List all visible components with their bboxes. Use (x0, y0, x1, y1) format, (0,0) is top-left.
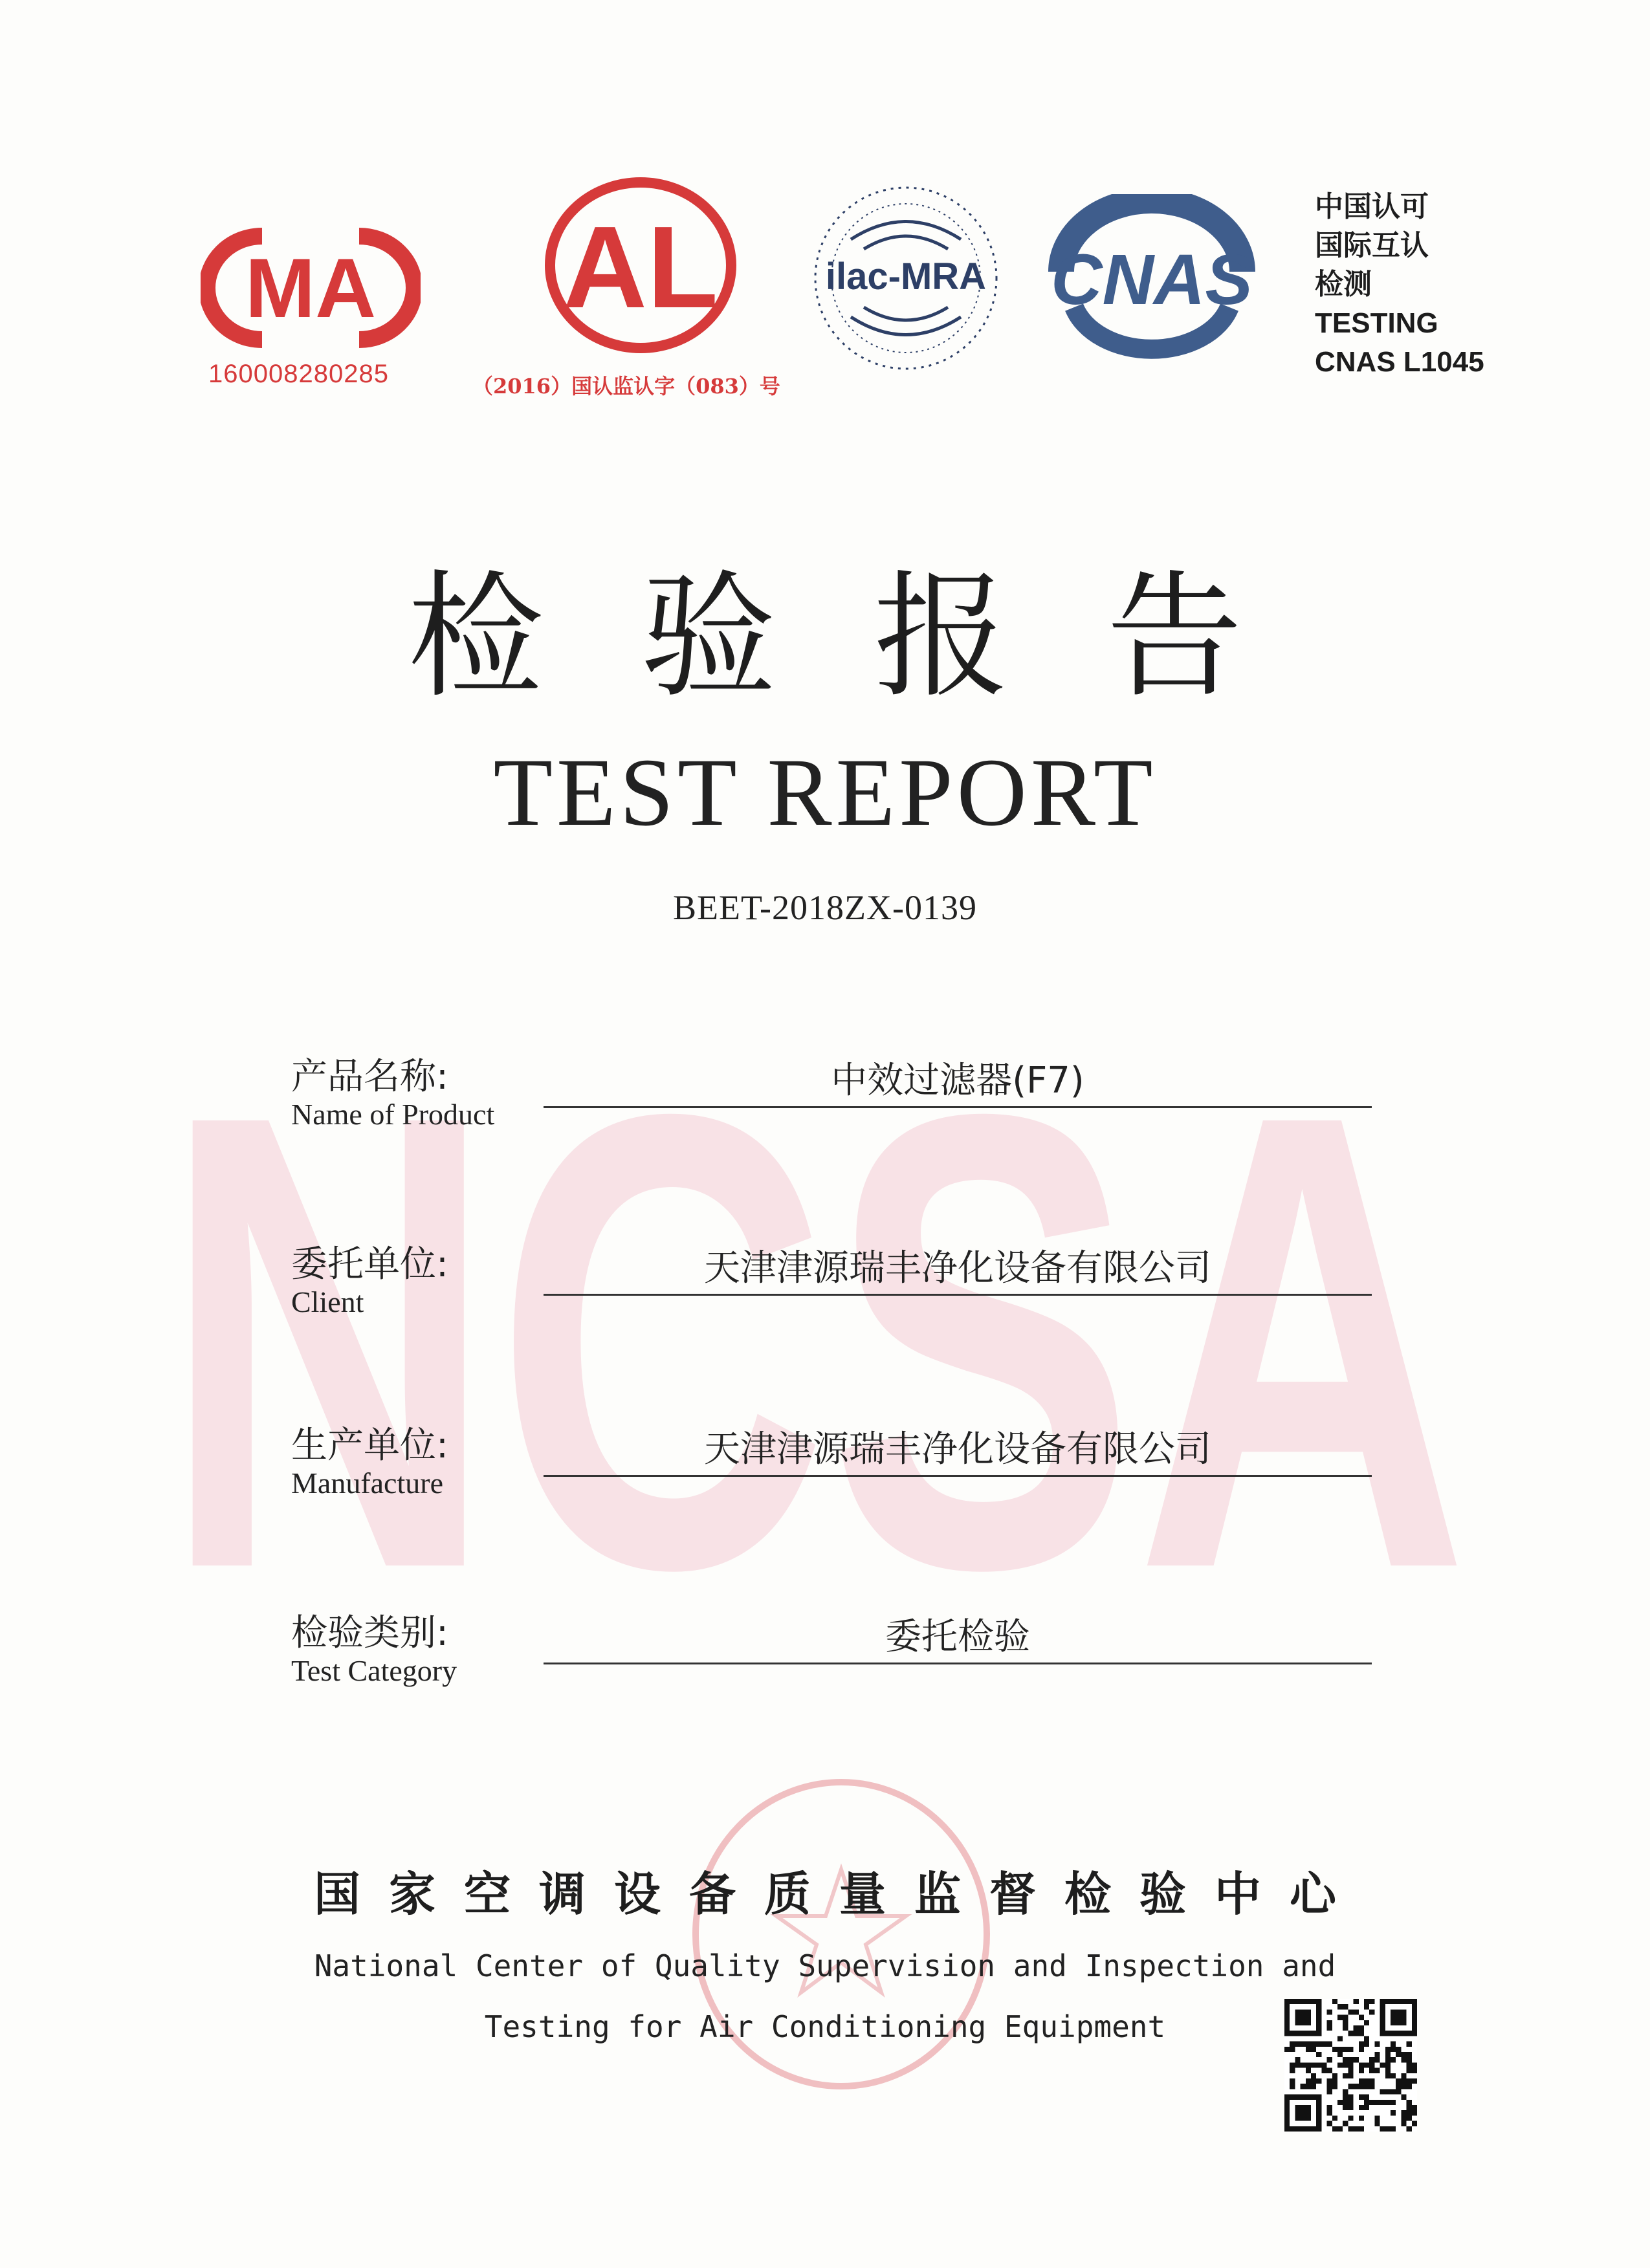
cma-certificate-number: 160008280285 (208, 360, 389, 388)
field-underline (544, 1106, 1372, 1108)
field-value: 中效过滤器(F7) (831, 1060, 1084, 1102)
field-label-en: Manufacture (291, 1467, 443, 1499)
cma-label: MA (245, 241, 377, 335)
cal-logo-icon (540, 175, 741, 356)
cnas-line: 国际互认 (1315, 230, 1429, 261)
cnas-line: 中国认可 (1315, 191, 1429, 223)
field-product (291, 1048, 1372, 1177)
organization-name-cn: 国家空调设备质量监督检验中心 (313, 1867, 1365, 1921)
field-underline (544, 1294, 1372, 1296)
qr-code-icon (1284, 1999, 1417, 2132)
field-label-cn: 委托单位: (291, 1243, 448, 1285)
field-label-cn: 生产单位: (291, 1424, 448, 1467)
official-seal (686, 1772, 996, 2096)
field-label-en: Client (291, 1285, 364, 1318)
field-value: 天津津源瑞丰净化设备有限公司 (704, 1247, 1211, 1289)
report-number: BEET-2018ZX-0139 (673, 888, 977, 927)
title-english: TEST REPORT (493, 739, 1157, 846)
cma-logo-icon (201, 223, 421, 353)
field-underline (544, 1663, 1372, 1664)
ilac-label: ilac-MRA (825, 256, 987, 298)
cal-certificate-number: （2016）国认监认字（083）号 (472, 374, 780, 398)
field-label-en: Test Category (291, 1654, 457, 1687)
ilac-mra-logo-icon (806, 178, 1006, 378)
field-manufacture (291, 1417, 1372, 1546)
field-underline (544, 1475, 1372, 1477)
organization-name-en-line2: Testing for Air Conditioning Equipment (484, 2009, 1166, 2044)
cnas-line: 检测 (1315, 268, 1372, 300)
field-category (291, 1604, 1372, 1734)
field-label-cn: 产品名称: (291, 1056, 448, 1098)
organization-name-en-line1: National Center of Quality Supervision and Inspection and (314, 1948, 1336, 1983)
cal-label: AL (563, 202, 718, 333)
cnas-accreditation-text (1315, 188, 1484, 382)
field-value: 委托检验 (885, 1616, 1030, 1658)
title-chinese: 检验报告 (407, 558, 1339, 716)
field-label-en: Name of Product (291, 1098, 495, 1131)
cnas-label: CNAS (1051, 240, 1253, 320)
field-client (291, 1236, 1372, 1365)
field-label-cn: 检验类别: (291, 1612, 448, 1654)
cnas-logo-icon (1035, 194, 1268, 369)
cnas-line: TESTING (1315, 307, 1438, 339)
cnas-line: CNAS L1045 (1315, 346, 1484, 378)
watermark-text: NCSA (162, 980, 1469, 1703)
field-value: 天津津源瑞丰净化设备有限公司 (704, 1428, 1211, 1470)
